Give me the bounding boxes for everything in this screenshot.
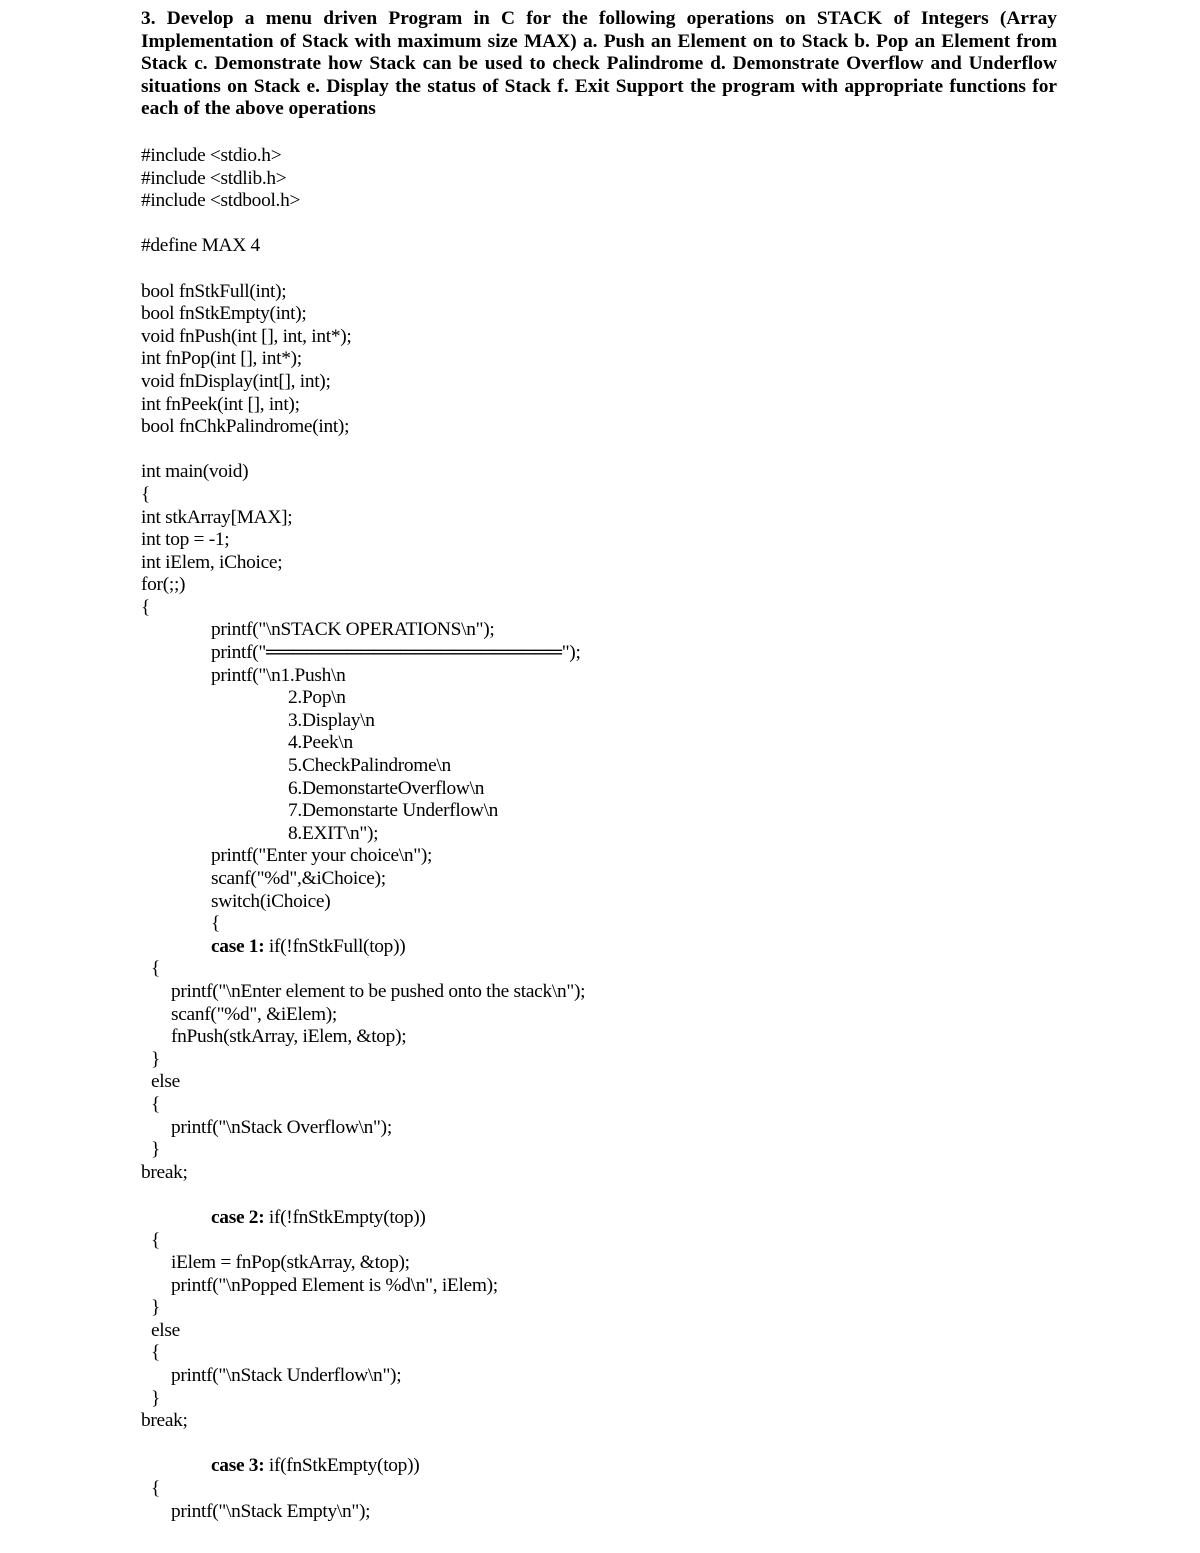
code-line-define-max: #define MAX 4 <box>141 235 260 257</box>
case-2-label: case 2: <box>211 1206 269 1228</box>
code-line-case1-else: else <box>151 1071 180 1093</box>
blank-line <box>141 1433 1141 1456</box>
code-line-menu-overflow: 6.DemonstarteOverflow\n <box>288 777 485 799</box>
code-line-proto-peek: int fnPeek(int [], int); <box>141 393 300 415</box>
code-line-case2-else: else <box>151 1319 180 1341</box>
blank-line <box>141 1184 1141 1207</box>
code-line-menu-pop: 2.Pop\n <box>288 687 346 709</box>
code-line-include-stdlib: #include <stdlib.h> <box>141 167 287 189</box>
code-line-include-stdio: #include <stdio.h> <box>141 145 282 166</box>
case-1-condition: if(!fnStkFull(top)) <box>268 935 406 957</box>
code-line-printf-popped: printf("\nPopped Element is %d\n", iElem); <box>171 1274 498 1296</box>
code-line-decl-vars: int iElem, iChoice; <box>141 551 283 573</box>
question-text: 3. Develop a menu driven Program in C for the following operations on STACK of Integers (Array Implementation of Stack with maximum size MAX) a. Push an Element on to Stack b. Pop an Element from Stack c. Demonstrate how Stack can be used to check Palindrome d. Demonstrate Overflow and Underflow situations on Stack e. Display the status of Stack f. Exit Support the program with appropriate functions for each of the above operations <box>141 8 1057 120</box>
code-line-scanf-elem: scanf("%d", &iElem); <box>171 1003 337 1025</box>
code-line-case-2 <box>141 1207 1141 1230</box>
code-line-printf-overflow: printf("\nStack Overflow\n"); <box>171 1116 392 1138</box>
case-2-condition: if(!fnStkEmpty(top)) <box>268 1206 426 1228</box>
code-line-decl-top: int top = -1; <box>141 529 230 551</box>
code-line-decl-array: int stkArray[MAX]; <box>141 506 293 528</box>
code-line-proto-empty: bool fnStkEmpty(int); <box>141 303 307 325</box>
code-line-proto-pop: int fnPop(int [], int*); <box>141 348 302 370</box>
code-line-printf-choice: printf("Enter your choice\n"); <box>211 845 433 867</box>
case-3-condition: if(fnStkEmpty(top)) <box>268 1455 420 1477</box>
code-line-switch-open-brace: { <box>211 913 221 935</box>
blank-line <box>141 258 1141 281</box>
code-line-printf-menu: printf("\n1.Push\n <box>211 664 346 686</box>
code-line-menu-display: 3.Display\n <box>288 709 375 731</box>
code-line-scanf-choice: scanf("%d",&iChoice); <box>211 868 386 889</box>
code-line-case1-open-brace: { <box>151 958 161 980</box>
code-line-case2-close-brace: } <box>151 1297 161 1319</box>
code-line-printf-title: printf("\nSTACK OPERATIONS\n"); <box>211 619 495 641</box>
blank-line <box>141 213 1141 236</box>
code-line-printf-underflow: printf("\nStack Underflow\n"); <box>171 1365 402 1387</box>
code-line-menu-underflow: 7.Demonstarte Underflow\n <box>288 800 499 822</box>
blank-line <box>141 439 1141 462</box>
code-line-proto-display: void fnDisplay(int[], int); <box>141 370 331 392</box>
code-line-case2-open-brace: { <box>151 1229 161 1251</box>
code-line-proto-full: bool fnStkFull(int); <box>141 280 287 302</box>
code-line-menu-peek: 4.Peek\n <box>288 732 353 754</box>
code-line-printf-empty: printf("\nStack Empty\n"); <box>171 1500 371 1522</box>
code-line-case-3 <box>141 1455 1141 1478</box>
code-line-case2-else-close-brace: } <box>151 1387 161 1409</box>
code-line-proto-push: void fnPush(int [], int, int*); <box>141 325 352 347</box>
code-line-case1-break: break; <box>141 1161 188 1183</box>
code-line-case1-else-open-brace: { <box>151 1093 161 1115</box>
code-line-printf-enter: printf("\nEnter element to be pushed onto the stack\n"); <box>171 980 586 1002</box>
code-line-main-open-brace: { <box>141 483 151 505</box>
code-line-call-push: fnPush(stkArray, iElem, &top); <box>171 1026 407 1048</box>
code-line-include-stdbool: #include <stdbool.h> <box>141 190 301 212</box>
code-line-menu-exit: 8.EXIT\n"); <box>288 822 379 844</box>
code-line-proto-palindrome: bool fnChkPalindrome(int); <box>141 416 350 438</box>
case-3-label: case 3: <box>211 1455 269 1477</box>
case-1-label: case 1: <box>211 935 269 957</box>
code-line-for-loop: for(;;) <box>141 574 186 596</box>
code-line-for-open-brace: { <box>141 596 151 618</box>
code-line-case3-open-brace: { <box>151 1478 161 1500</box>
code-line-main-signature: int main(void) <box>141 461 249 483</box>
code-line-case2-break: break; <box>141 1410 188 1432</box>
code-line-case1-close-brace: } <box>151 1048 161 1070</box>
code-line-menu-palindrome: 5.CheckPalindrome\n <box>288 755 451 777</box>
code-line-printf-rule: printf("══════════════════════"); <box>211 642 581 664</box>
code-line-assign-pop: iElem = fnPop(stkArray, &top); <box>171 1252 410 1274</box>
code-line-case1-else-close-brace: } <box>151 1139 161 1161</box>
code-line-case2-else-open-brace: { <box>151 1342 161 1364</box>
code-line-switch: switch(iChoice) <box>211 890 331 912</box>
code-line-case-1 <box>141 936 1141 959</box>
code-block <box>141 145 1141 1523</box>
